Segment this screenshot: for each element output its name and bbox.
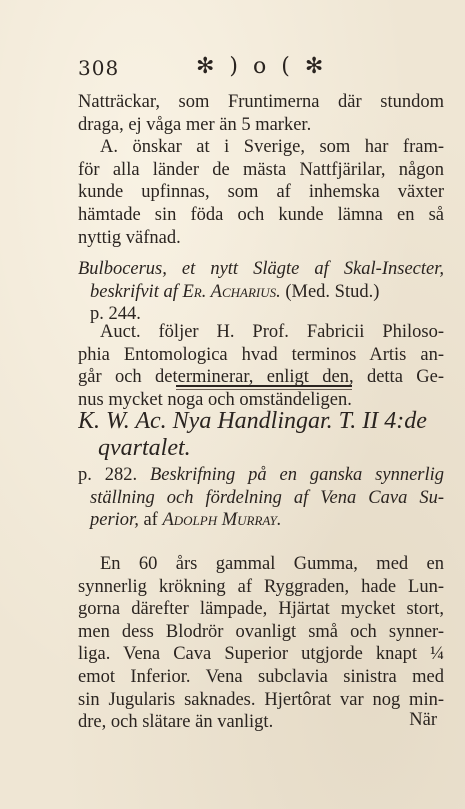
text-line: nyttig väfnad. xyxy=(78,227,181,248)
text-fragment: Auct. följer H. Prof. Fabricii Philoso- xyxy=(100,322,444,342)
text-line: går och determinerar, enligt den, detta Ge- xyxy=(78,367,444,388)
citation-text: af xyxy=(138,510,163,531)
text-line: hämtade sin föda och kunde lämna en så xyxy=(78,204,444,225)
header-ornament: ✻ ) o ( ✻ xyxy=(196,54,328,79)
text-line xyxy=(78,321,444,344)
text-line: Natträckar, som Fruntimerna där stundom xyxy=(78,92,444,112)
text-line: sin Jugularis saknades. Hjertôrat var nog min- xyxy=(78,689,444,710)
paragraph-fabricius xyxy=(78,321,444,411)
page-number: 308 xyxy=(78,56,120,80)
citation-title: Bulbocerus, et nytt Slägte af Skal-Insecter, xyxy=(78,259,444,279)
section-heading xyxy=(78,408,448,462)
citation-text: beskrifvit af xyxy=(90,281,183,302)
paragraph-gumma xyxy=(78,553,444,734)
text-line: emot Inferior. Vena subclavia sinistra med xyxy=(78,666,444,687)
text-line: för alla länder de mästa Nattfjärilar, någon xyxy=(78,159,444,180)
citation-author: Adolph Murray. xyxy=(162,510,282,531)
citation-author: Er. Acharius. xyxy=(182,281,281,302)
text-line: liga. Vena Cava Superior utgjorde knapt ¼ xyxy=(78,644,444,665)
text-line: gorna därefter lämpade, Hjärtat mycket stort, xyxy=(78,599,444,620)
citation-murray xyxy=(78,464,444,532)
paragraph-nattrackar xyxy=(78,91,444,249)
heading-line: K. W. Ac. Nya Handlingar. T. II 4:de xyxy=(78,408,427,434)
text-line: dre, och slätare än vanligt. xyxy=(78,712,274,733)
text-line: kunde upfinnas, som af inhemska växter xyxy=(78,182,444,203)
citation-bulbocerus xyxy=(78,258,444,326)
text-line: nus mycket noga och omständeligen. xyxy=(78,389,352,410)
citation-author-line xyxy=(78,281,444,304)
text-line: draga, ej våga mer än 5 marker. xyxy=(78,114,312,135)
citation-page: p. 282. xyxy=(78,465,150,485)
heading-line: qvartalet. xyxy=(98,435,191,461)
citation-line xyxy=(78,509,444,532)
citation-title: Beskrifning på en ganska synnerlig xyxy=(150,465,444,485)
text-line: men dess Blodrör ovanligt små och synner- xyxy=(78,621,444,642)
citation-line xyxy=(78,464,444,487)
section-divider xyxy=(176,385,352,387)
text-line: synnerlig krökning af Ryggraden, hade Lun- xyxy=(78,576,444,597)
catchword: När xyxy=(409,710,437,730)
citation-line: ställning och fördelning af Vena Cava Su- xyxy=(90,487,444,508)
citation-suffix: (Med. Stud.) xyxy=(280,281,380,302)
page-header xyxy=(78,50,398,86)
text-line: En 60 års gammal Gumma, med en xyxy=(100,554,444,574)
citation-title-end: perior, xyxy=(90,510,139,531)
text-line: phia Entomologica hvad terminos Artis an- xyxy=(78,344,444,365)
text-line: A. önskar at i Sverige, som har fram- xyxy=(100,137,444,158)
citation-page: p. 244. xyxy=(90,304,141,325)
